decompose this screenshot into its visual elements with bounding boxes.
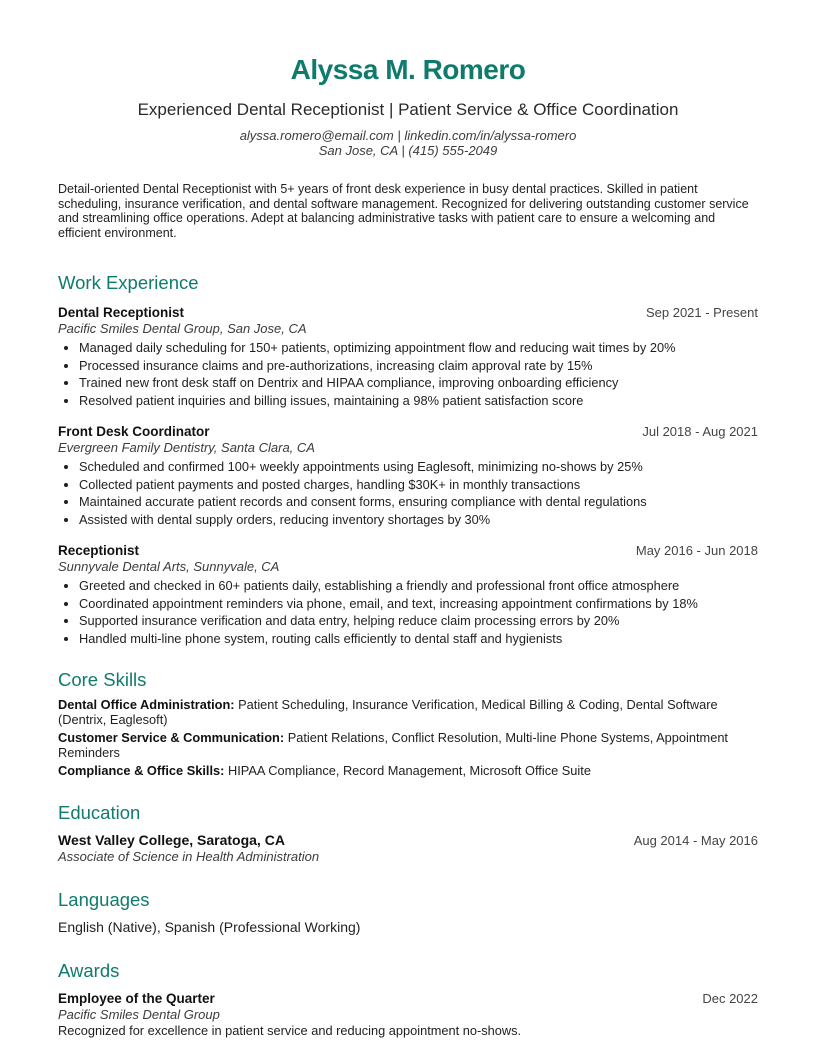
list-item: • Handled multi-line phone system, routing calls efficiently to dental staff and hygienists [79, 630, 758, 648]
job-title: Front Desk Coordinator [58, 424, 210, 439]
job-company: Evergreen Family Dentistry, Santa Clara, CA [58, 440, 315, 455]
job-entry [58, 423, 758, 528]
skill-items: Patient Relations, Conflict Resolution, Multi-line Phone Systems, Appointment Reminders [58, 730, 728, 760]
skill-row [58, 763, 758, 778]
skill-row [58, 697, 758, 727]
list-item: • Scheduled and confirmed 100+ weekly appointments using Eaglesoft, minimizing no-shows by 25% [79, 458, 758, 476]
job-dates: Sep 2021 - Present [645, 305, 758, 320]
job-company: Pacific Smiles Dental Group, San Jose, CA [58, 321, 307, 336]
job-dates: May 2016 - Jun 2018 [635, 543, 758, 558]
job-bullets [58, 339, 758, 409]
list-item: • Greeted and checked in 60+ patients daily, establishing a friendly and professional front office atmosphere [79, 577, 758, 595]
professional-summary: Detail-oriented Dental Receptionist with 5+ years of front desk experience in busy dental practices. Skilled in patient scheduling, insurance verification, and dental software management. Recognized for delivering outstanding customer service and streamlining office operations. Adept at balancing administrative tasks with patient care to ensure a welcoming and efficient environment. [58, 182, 749, 240]
contact-line-email-linkedin[interactable]: alyssa.romero@email.com | linkedin.com/in/alyssa-romero [239, 128, 577, 143]
list-item: • Coordinated appointment reminders via phone, email, and text, increasing appointment confirmations by 18% [79, 595, 758, 613]
degree: Associate of Science in Health Administration [58, 849, 320, 864]
section-title-core-skills: Core Skills [58, 669, 147, 690]
section-title-education: Education [58, 802, 141, 823]
award-title: Employee of the Quarter [58, 991, 215, 1006]
list-item: • Collected patient payments and posted charges, handling $30K+ in monthly transactions [79, 476, 758, 494]
education-dates: Aug 2014 - May 2016 [633, 833, 758, 848]
skill-row [58, 730, 758, 760]
award-entry [58, 990, 758, 1038]
section-title-languages: Languages [58, 889, 150, 910]
section-title-awards: Awards [58, 960, 120, 981]
list-item: • Supported insurance verification and data entry, helping reduce claim processing errors by 20% [79, 612, 758, 630]
job-bullets [58, 458, 758, 528]
skills-list [58, 697, 758, 778]
headline: Experienced Dental Receptionist | Patient Service & Office Coordination [137, 100, 679, 119]
contact-info [58, 128, 758, 158]
list-item: • Managed daily scheduling for 150+ patients, optimizing appointment flow and reducing wait times by 20% [79, 339, 758, 357]
job-company: Sunnyvale Dental Arts, Sunnyvale, CA [58, 559, 280, 574]
languages-list: English (Native), Spanish (Professional Working) [58, 919, 361, 935]
award-organization: Pacific Smiles Dental Group [58, 1007, 220, 1022]
list-item: • Trained new front desk staff on Dentrix and HIPAA compliance, improving onboarding efficiency [79, 374, 758, 392]
list-item: • Processed insurance claims and pre-authorizations, increasing claim approval rate by 15% [79, 357, 758, 375]
list-item: • Maintained accurate patient records and consent forms, ensuring compliance with dental regulations [79, 493, 758, 511]
job-entry [58, 542, 758, 647]
job-title: Dental Receptionist [58, 305, 185, 320]
job-title: Receptionist [58, 543, 140, 558]
skill-items: Patient Scheduling, Insurance Verification, Medical Billing & Coding, Dental Software (Dentrix, Eaglesoft) [58, 697, 718, 727]
job-bullets [58, 577, 758, 647]
contact-line-location-phone: San Jose, CA | (415) 555-2049 [318, 143, 498, 158]
skill-items: HIPAA Compliance, Record Management, Microsoft Office Suite [224, 763, 591, 778]
award-description: Recognized for excellence in patient service and reducing appointment no-shows. [58, 1023, 522, 1038]
candidate-name: Alyssa M. Romero [290, 54, 526, 85]
list-item: • Assisted with dental supply orders, reducing inventory shortages by 30% [79, 511, 758, 529]
award-date: Dec 2022 [702, 991, 758, 1006]
list-item: • Resolved patient inquiries and billing issues, maintaining a 98% patient satisfaction score [79, 392, 758, 410]
section-title-work-experience: Work Experience [58, 272, 199, 293]
job-dates: Jul 2018 - Aug 2021 [642, 424, 758, 439]
school-name: West Valley College, Saratoga, CA [58, 832, 285, 848]
skill-category: Dental Office Administration: [58, 697, 235, 712]
job-entry [58, 304, 758, 409]
education-entry [58, 832, 758, 865]
skill-category: Compliance & Office Skills: [58, 763, 225, 778]
skill-category: Customer Service & Communication: [58, 730, 285, 745]
